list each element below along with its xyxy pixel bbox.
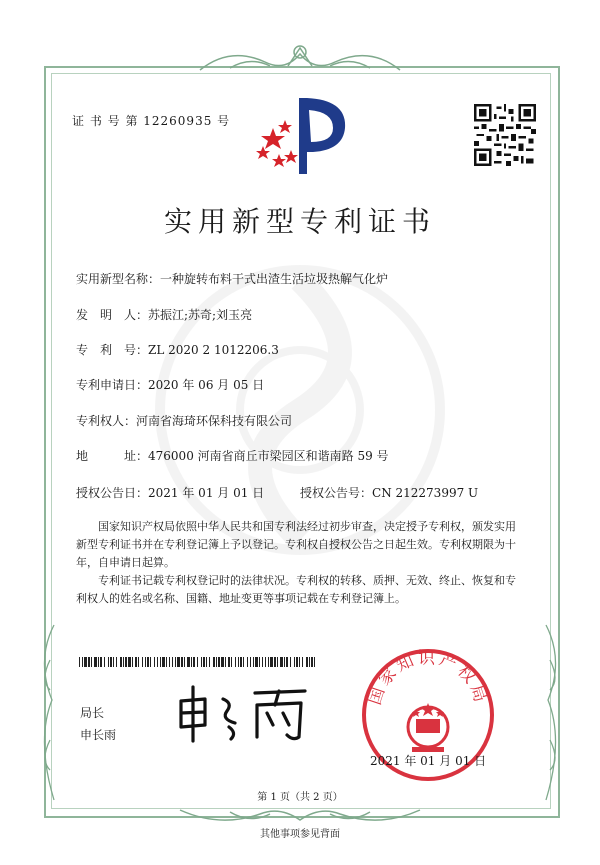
- grant-date-row: [76, 484, 264, 501]
- filing-date-value: 2020 年 06 月 05 日: [148, 378, 265, 392]
- patent-number-row: [76, 341, 279, 358]
- address-label: 地 址：: [76, 449, 149, 463]
- page-number: 第 1 页（共 2 页）: [257, 792, 343, 803]
- patent-number-label: 专 利 号：: [76, 343, 149, 357]
- patentee-label: 专利权人：: [76, 414, 137, 428]
- inventor-label: 发 明 人：: [76, 308, 149, 322]
- qr-code: [474, 104, 536, 166]
- signatory-name: 申长雨: [80, 728, 117, 742]
- barcode: [79, 657, 315, 667]
- statement-paragraph-2: 专利证书记载专利权登记时的法律状况。专利权的转移、质押、无效、终止、恢复和专利权人的姓名或名称、国籍、地址变更等事项记载在专利登记簿上。: [76, 574, 516, 605]
- filing-date-row: [76, 376, 264, 393]
- patentee-row: [76, 412, 292, 429]
- patent-number-value: ZL 2020 2 1012206.3: [148, 343, 279, 357]
- certificate-statement: [76, 518, 526, 572]
- legal-status-note: [76, 572, 526, 608]
- utility-model-name-row: [76, 270, 388, 287]
- grant-number-label: 授权公告号：: [300, 486, 373, 500]
- statement-paragraph-1: 国家知识产权局依照中华人民共和国专利法经过初步审查，决定授予专利权，颁发实用新型专利证书并在专利登记簿上予以登记。专利权自授权公告之日起生效。专利权期限为十年，自申请日起算。: [76, 520, 516, 569]
- grant-number-row: [300, 484, 478, 501]
- grant-date-value: 2021 年 01 月 01 日: [148, 486, 265, 500]
- footer-note: 其他事项参见背面: [260, 829, 340, 840]
- grant-number-value: CN 212273997 U: [372, 486, 479, 500]
- seal-date: 2021 年 01 月 01 日: [370, 754, 487, 768]
- patentee-value: 河南省海琦环保科技有限公司: [136, 414, 293, 428]
- utility-model-name-label: 实用新型名称：: [76, 272, 161, 286]
- svg-text:国家知识产权局: 国家知识产权局: [365, 648, 491, 708]
- address-row: [76, 447, 389, 464]
- certificate-title: 实用新型专利证书: [163, 205, 436, 238]
- address-value: 476000 河南省商丘市梁园区和谐南路 59 号: [148, 449, 389, 463]
- inventor-row: [76, 306, 252, 323]
- inventor-value: 苏振江;苏奇;刘玉亮: [148, 308, 253, 322]
- right-ornament: [538, 620, 568, 810]
- cnipa-logo: [255, 88, 355, 178]
- grant-date-label: 授权公告日：: [76, 486, 149, 500]
- top-ornament: [190, 42, 410, 76]
- signatory-title: 局长: [80, 706, 105, 720]
- left-ornament: [32, 620, 62, 810]
- certificate-number: 证 书 号 第 12260935 号: [72, 114, 231, 128]
- utility-model-name-value: 一种旋转布料干式出渣生活垃圾热解气化炉: [160, 272, 389, 286]
- filing-date-label: 专利申请日：: [76, 378, 149, 392]
- handwritten-signature: [175, 683, 310, 743]
